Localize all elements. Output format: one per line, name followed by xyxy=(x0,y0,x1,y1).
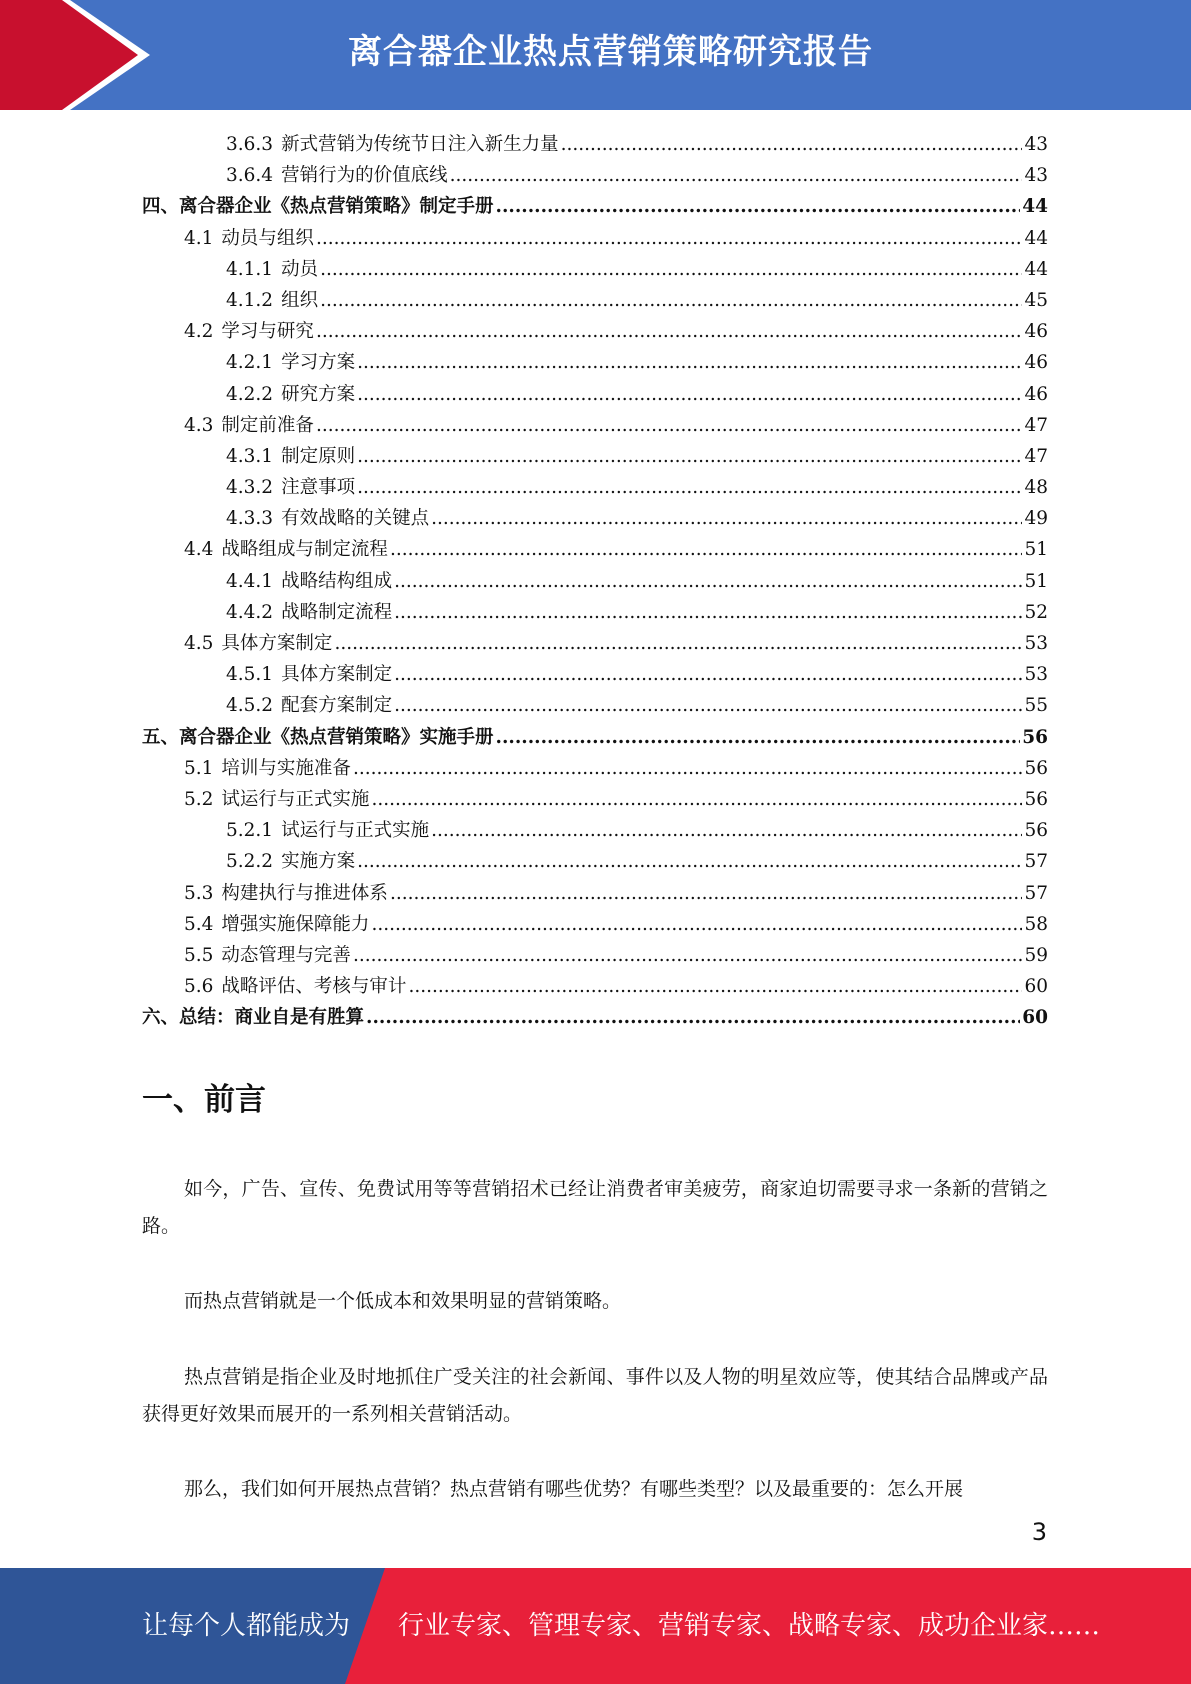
toc-leader-dots xyxy=(394,597,1022,628)
toc-entry[interactable] xyxy=(142,690,1048,721)
toc-entry-title: 具体方案制定 xyxy=(281,664,393,686)
toc-entry-page: 58 xyxy=(1024,913,1048,935)
toc-entry-page: 60 xyxy=(1022,1007,1048,1029)
toc-entry-number: 4.3 xyxy=(184,414,214,436)
toc-entry-number: 5.2.2 xyxy=(226,851,274,873)
toc-leader-dots xyxy=(353,753,1023,784)
paragraph: 热点营销是指企业及时地抓住广受关注的社会新闻、事件以及人物的明星效应等，使其结合品牌或产品获得更好效果而展开的一系列相关营销活动。 xyxy=(142,1366,1048,1425)
toc-entry-title: 注意事项 xyxy=(281,477,356,499)
paragraph: 而热点营销就是一个低成本和效果明显的营销策略。 xyxy=(184,1290,622,1312)
toc-entry[interactable] xyxy=(142,971,1048,1002)
toc-entry-title: 学习与研究 xyxy=(221,321,314,343)
toc-entry-number: 4.4.1 xyxy=(226,570,274,592)
toc-entry-page: 56 xyxy=(1024,788,1048,810)
toc-entry[interactable] xyxy=(142,316,1048,347)
toc-entry-number: 4.3.3 xyxy=(226,508,274,530)
page-footer xyxy=(0,1568,1191,1684)
toc-entry-title: 动员与组织 xyxy=(221,227,314,249)
toc-entry-page: 57 xyxy=(1024,851,1048,873)
toc-leader-dots xyxy=(353,940,1023,971)
toc-entry-page: 56 xyxy=(1024,820,1048,842)
toc-leader-dots xyxy=(357,472,1022,503)
toc-entry-title: 学习方案 xyxy=(281,352,356,374)
toc-entry-number: 3.6.4 xyxy=(226,165,274,187)
toc-entry-title: 制定原则 xyxy=(281,445,356,467)
table-of-contents xyxy=(142,129,1048,1033)
toc-entry-page: 51 xyxy=(1024,539,1048,561)
toc-leader-dots xyxy=(357,347,1022,378)
toc-entry-page: 57 xyxy=(1024,882,1048,904)
toc-entry-title: 新式营销为传统节日注入新生力量 xyxy=(281,134,559,155)
toc-entry[interactable] xyxy=(142,534,1048,565)
toc-entry-title: 试运行与正式实施 xyxy=(281,820,430,842)
toc-leader-dots xyxy=(561,129,1023,160)
toc-entry-number: 5.4 xyxy=(184,913,214,935)
toc-entry[interactable] xyxy=(142,909,1048,940)
toc-entry-title: 动员 xyxy=(281,258,319,280)
toc-leader-dots xyxy=(357,846,1022,877)
toc-entry-page: 45 xyxy=(1024,289,1048,311)
toc-leader-dots xyxy=(390,534,1023,565)
toc-entry[interactable] xyxy=(142,878,1048,909)
toc-entry[interactable] xyxy=(142,784,1048,815)
toc-entry-page: 47 xyxy=(1024,445,1048,467)
toc-entry-number: 4.4 xyxy=(184,539,214,561)
toc-entry-page: 51 xyxy=(1024,570,1048,592)
toc-entry[interactable] xyxy=(142,129,1048,160)
toc-leader-dots xyxy=(496,722,1021,753)
toc-entry-page: 46 xyxy=(1024,321,1048,343)
footer-slogan-right: 行业专家、管理专家、营销专家、战略专家、成功企业家…… xyxy=(398,1611,1101,1641)
toc-entry-title: 研究方案 xyxy=(281,383,356,405)
toc-leader-dots xyxy=(496,191,1021,222)
toc-entry-number: 5.3 xyxy=(184,882,214,904)
toc-entry-title: 实施方案 xyxy=(281,851,356,873)
toc-entry-title: 试运行与正式实施 xyxy=(221,788,370,810)
toc-entry-page: 60 xyxy=(1024,976,1048,998)
report-title: 离合器企业热点营销策略研究报告 xyxy=(348,32,873,72)
toc-entry-title: 战略组成与制定流程 xyxy=(221,539,388,561)
toc-entry-page: 44 xyxy=(1022,196,1048,218)
toc-entry[interactable] xyxy=(142,503,1048,534)
toc-entry[interactable] xyxy=(142,659,1048,690)
toc-entry[interactable] xyxy=(142,753,1048,784)
paragraph: 那么，我们如何开展热点营销？热点营销有哪些优势？有哪些类型？以及最重要的：怎么开展 xyxy=(184,1478,964,1500)
toc-entry-title: 营销行为的价值底线 xyxy=(281,165,448,187)
toc-entry-page: 44 xyxy=(1024,227,1048,249)
toc-entry[interactable] xyxy=(142,940,1048,971)
toc-entry[interactable] xyxy=(142,410,1048,441)
toc-entry[interactable] xyxy=(142,254,1048,285)
toc-entry[interactable] xyxy=(142,472,1048,503)
toc-entry-number: 4.1.1 xyxy=(226,258,274,280)
toc-entry-title: 五、离合器企业《热点营销策略》实施手册 xyxy=(142,726,494,748)
toc-entry[interactable] xyxy=(142,379,1048,410)
toc-entry-title: 配套方案制定 xyxy=(281,695,393,717)
paragraph: 如今，广告、宣传、免费试用等等营销招术已经让消费者审美疲劳，商家迫切需要寻求一条新的营销之路。 xyxy=(142,1178,1048,1237)
toc-entry-number: 4.2.2 xyxy=(226,383,274,405)
page-number: 3 xyxy=(1031,1518,1047,1546)
toc-entry-number: 5.2 xyxy=(184,788,214,810)
toc-entry[interactable] xyxy=(142,1002,1048,1033)
toc-entry[interactable] xyxy=(142,566,1048,597)
toc-leader-dots xyxy=(431,503,1022,534)
toc-entry-page: 44 xyxy=(1024,258,1048,280)
toc-leader-dots xyxy=(320,285,1022,316)
toc-entry-page: 46 xyxy=(1024,352,1048,374)
toc-entry-title: 战略评估、考核与审计 xyxy=(221,976,407,998)
toc-entry-number: 4.3.2 xyxy=(226,477,274,499)
toc-entry[interactable] xyxy=(142,223,1048,254)
toc-entry-title: 动态管理与完善 xyxy=(221,944,351,966)
toc-entry-number: 4.5.2 xyxy=(226,695,274,717)
toc-entry-number: 4.5.1 xyxy=(226,664,274,686)
toc-leader-dots xyxy=(334,628,1022,659)
toc-entry-title: 组织 xyxy=(281,289,319,311)
toc-entry-page: 49 xyxy=(1024,508,1048,530)
toc-entry-title: 有效战略的关键点 xyxy=(281,508,430,530)
toc-leader-dots xyxy=(316,223,1023,254)
toc-leader-dots xyxy=(357,379,1022,410)
toc-entry-page: 48 xyxy=(1024,477,1048,499)
toc-entry-number: 3.6.3 xyxy=(226,134,274,155)
toc-leader-dots xyxy=(371,909,1022,940)
toc-entry-title: 战略结构组成 xyxy=(281,570,393,592)
toc-entry-number: 5.1 xyxy=(184,757,214,779)
toc-leader-dots xyxy=(390,878,1023,909)
toc-entry-page: 59 xyxy=(1024,944,1048,966)
toc-entry-number: 4.5 xyxy=(184,633,214,654)
toc-entry[interactable] xyxy=(142,628,1048,659)
toc-entry-title: 四、离合器企业《热点营销策略》制定手册 xyxy=(142,196,494,218)
toc-entry-title: 具体方案制定 xyxy=(221,633,333,654)
toc-entry-number: 4.1.2 xyxy=(226,289,274,311)
toc-entry-page: 47 xyxy=(1024,414,1048,436)
toc-leader-dots xyxy=(450,160,1023,191)
toc-entry-page: 55 xyxy=(1024,695,1048,717)
toc-entry[interactable] xyxy=(142,441,1048,472)
toc-entry[interactable] xyxy=(142,347,1048,378)
page-header xyxy=(0,0,1191,110)
toc-entry-number: 5.2.1 xyxy=(226,820,274,842)
toc-leader-dots xyxy=(394,690,1022,721)
toc-leader-dots xyxy=(316,410,1023,441)
toc-leader-dots xyxy=(394,659,1022,690)
toc-entry[interactable] xyxy=(142,160,1048,191)
toc-leader-dots xyxy=(394,566,1022,597)
toc-entry-page: 46 xyxy=(1024,383,1048,405)
toc-entry-title: 增强实施保障能力 xyxy=(221,913,370,935)
toc-entry-title: 构建执行与推进体系 xyxy=(221,882,388,904)
toc-entry-title: 制定前准备 xyxy=(221,414,314,436)
toc-leader-dots xyxy=(320,254,1022,285)
toc-entry-number: 4.4.2 xyxy=(226,601,274,623)
toc-entry[interactable] xyxy=(142,597,1048,628)
toc-leader-dots xyxy=(371,784,1022,815)
toc-entry[interactable] xyxy=(142,815,1048,846)
toc-entry-page: 56 xyxy=(1022,726,1048,748)
toc-entry-page: 53 xyxy=(1024,664,1048,686)
toc-entry-title: 战略制定流程 xyxy=(281,601,393,623)
toc-entry-page: 43 xyxy=(1024,165,1048,187)
toc-entry-page: 56 xyxy=(1024,757,1048,779)
toc-entry[interactable] xyxy=(142,285,1048,316)
toc-leader-dots xyxy=(316,316,1023,347)
toc-entry-number: 5.5 xyxy=(184,944,214,966)
toc-entry-page: 52 xyxy=(1024,601,1048,623)
toc-entry-number: 4.2.1 xyxy=(226,352,274,374)
footer-slogan-left: 让每个人都能成为 xyxy=(142,1611,351,1641)
toc-leader-dots xyxy=(408,971,1022,1002)
section-heading: 一、前言 xyxy=(142,1082,266,1118)
toc-entry[interactable] xyxy=(142,191,1048,222)
toc-entry-title: 六、总结：商业自是有胜算 xyxy=(142,1007,365,1029)
toc-entry[interactable] xyxy=(142,846,1048,877)
toc-entry-number: 4.2 xyxy=(184,321,214,343)
toc-entry-page: 53 xyxy=(1024,633,1048,654)
toc-entry-number: 4.3.1 xyxy=(226,445,274,467)
toc-entry-number: 4.1 xyxy=(184,227,214,249)
toc-entry-number: 5.6 xyxy=(184,976,214,998)
toc-entry-title: 培训与实施准备 xyxy=(221,757,351,779)
toc-leader-dots xyxy=(366,1002,1020,1033)
toc-leader-dots xyxy=(357,441,1022,472)
toc-entry[interactable] xyxy=(142,722,1048,753)
toc-entry-page: 43 xyxy=(1024,134,1048,155)
toc-leader-dots xyxy=(431,815,1022,846)
